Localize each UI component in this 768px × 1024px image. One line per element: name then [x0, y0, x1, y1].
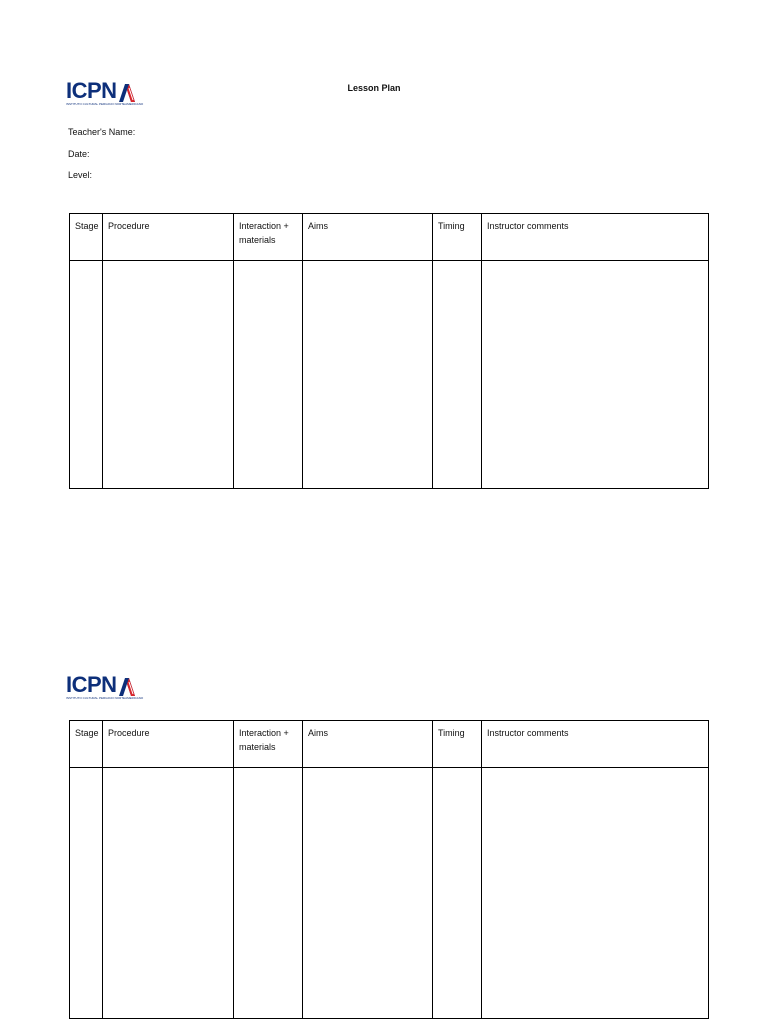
lesson-plan-table: [69, 213, 709, 489]
aims-cell[interactable]: [303, 768, 433, 1019]
interaction-cell[interactable]: [234, 768, 303, 1019]
header-procedure: Procedure: [103, 721, 234, 768]
instructor-comments-cell[interactable]: [482, 768, 709, 1019]
logo-tagline: INSTITUTO CULTURAL PERUANO NORTEAMERICANO: [66, 696, 144, 700]
header-instructor-comments: Instructor comments: [482, 721, 709, 768]
header-stage: Stage: [70, 214, 103, 261]
header-aims: Aims: [303, 214, 433, 261]
aims-cell[interactable]: [303, 261, 433, 489]
logo-wordmark: ICPN: [66, 672, 117, 697]
timing-cell[interactable]: [433, 768, 482, 1019]
header-timing: Timing: [433, 721, 482, 768]
stage-cell[interactable]: [70, 768, 103, 1019]
instructor-comments-cell[interactable]: [482, 261, 709, 489]
procedure-cell[interactable]: [103, 768, 234, 1019]
table-header-row: [70, 721, 709, 768]
table-header-row: [70, 214, 709, 261]
header-procedure: Procedure: [103, 214, 234, 261]
header-interaction: Interaction + materials: [234, 721, 303, 768]
table-row: [70, 768, 709, 1019]
level-label: Level:: [68, 170, 93, 180]
procedure-cell[interactable]: [103, 261, 234, 489]
teacher-name-label: Teacher's Name:: [68, 127, 136, 137]
interaction-cell[interactable]: [234, 261, 303, 489]
logo-wordmark: ICPN: [66, 78, 117, 103]
timing-cell[interactable]: [433, 261, 482, 489]
flag-a-icon: [118, 84, 136, 102]
table-row: [70, 261, 709, 489]
header-timing: Timing: [433, 214, 482, 261]
icpna-logo: [66, 80, 146, 108]
header-instructor-comments: Instructor comments: [482, 214, 709, 261]
logo-tagline: INSTITUTO CULTURAL PERUANO NORTEAMERICANO: [66, 102, 144, 106]
page-title: Lesson Plan: [347, 83, 401, 93]
flag-a-icon: [118, 678, 136, 696]
date-label: Date:: [68, 149, 90, 159]
lesson-plan-table: [69, 720, 709, 1019]
header-aims: Aims: [303, 721, 433, 768]
header-interaction: Interaction + materials: [234, 214, 303, 261]
header-stage: Stage: [70, 721, 103, 768]
icpna-logo: [66, 674, 146, 702]
stage-cell[interactable]: [70, 261, 103, 489]
